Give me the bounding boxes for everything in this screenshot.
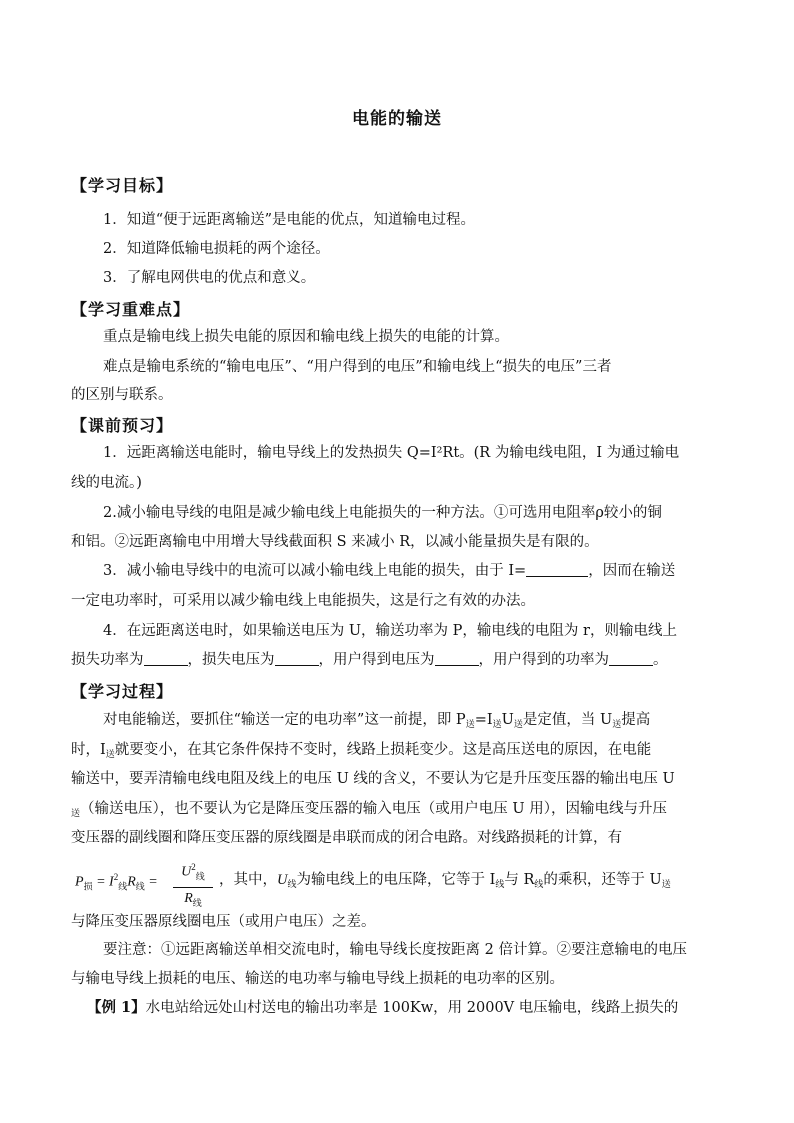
text-segment: 就要变小，在其它条件保持不变时，线路上损耗变少。这是高压送电的原因，在电能 <box>114 742 652 758</box>
subscript: 送 <box>465 720 475 730</box>
preview-item3-line1 <box>103 561 675 581</box>
preview-item4-text-a: 损失功率为 <box>71 652 144 668</box>
formula-superscript: 2 <box>113 872 119 882</box>
formula-symbol: P <box>75 874 84 890</box>
process-para1-line4 <box>71 799 667 824</box>
key-point-difficulty-line2: 的区别与联系。 <box>71 387 173 403</box>
fill-blank-voltage-loss[interactable] <box>275 652 319 666</box>
heading-key-points: 【学习重难点】 <box>71 300 191 319</box>
formula-symbol: = <box>96 874 106 890</box>
preview-item4-text-b: ，损失电压为 <box>187 652 275 668</box>
formula-symbol: U <box>277 872 288 888</box>
fill-blank-user-voltage[interactable] <box>435 652 479 666</box>
line-loss-formula <box>75 856 215 909</box>
text-segment: 是定值，当 U <box>522 712 613 728</box>
formula-symbol: = <box>148 874 158 890</box>
formula-subscript: 线 <box>118 881 128 892</box>
page-title: 电能的输送 <box>352 109 442 129</box>
subscript: 线 <box>495 880 505 890</box>
formula-symbol: I <box>109 874 114 890</box>
preview-item4-line1: 4．在远距离送电时，如果输送电压为 U，输送功率为 P，输电线的电阻为 r，则输电线上 <box>103 623 677 639</box>
text-segment: 时，I <box>71 742 106 758</box>
formula-lhs <box>75 872 158 892</box>
key-point-focus: 重点是输电线上损失电能的原因和输电线上损失的电能的计算。 <box>103 329 509 345</box>
goal-item-3: 3．了解电网供电的优点和意义。 <box>103 270 316 286</box>
text-segment: U <box>501 712 514 728</box>
heading-preview: 【课前预习】 <box>71 416 174 435</box>
subscript: 送 <box>513 720 523 730</box>
subscript: 送 <box>492 720 502 730</box>
goal-item-1: 1．知道“便于远距离输送”是电能的优点，知道输电过程。 <box>103 212 476 228</box>
text-segment: 为输电线上的电压降，它等于 I <box>296 872 496 888</box>
preview-item2-line1: 2.减小输电导线的电阻是减少输电线上电能损失的一种方法。①可选用电阻率ρ较小的铜 <box>103 505 662 521</box>
subscript: 送 <box>661 880 671 890</box>
preview-item4-line2 <box>71 650 668 670</box>
heading-learning-goals: 【学习目标】 <box>71 176 174 195</box>
preview-item3-text-a: 3．减小输电导线中的电流可以减小输电线上电能的损失，由于 I= <box>103 563 527 579</box>
preview-item4-text-d: ，用户得到的功率为 <box>478 652 609 668</box>
process-para2-line1 <box>219 870 671 895</box>
formula-subscript: 线 <box>195 871 205 882</box>
preview-item4-text-e: 。 <box>653 652 668 668</box>
text-segment: 与 R <box>504 872 535 888</box>
text-segment: 对电能输送，要抓住“输送一定的电功率”这一前提，即 P <box>103 712 466 728</box>
subscript: 送 <box>71 809 81 819</box>
fraction-bar <box>173 887 213 888</box>
formula-fraction <box>173 858 213 912</box>
formula-superscript: 2 <box>191 862 196 872</box>
example-label: 【例 1】 <box>87 999 146 1016</box>
subscript: 线 <box>287 880 297 890</box>
process-para1-line2 <box>71 740 651 765</box>
formula-symbol: R <box>184 891 193 907</box>
text-segment: =I <box>474 712 493 728</box>
process-para1-line3: 输送中，要弄清输电线电阻及线上的电压 U 线的含义，不要认为它是升压变压器的输出电压 U <box>71 771 675 787</box>
process-note-line1: 要注意：①远距离输送单相交流电时，输电导线长度按距离 2 倍计算。②要注意输电的电压 <box>103 942 687 958</box>
fill-blank-user-power[interactable] <box>609 652 653 666</box>
heading-process: 【学习过程】 <box>71 682 174 701</box>
example-1 <box>87 998 678 1018</box>
formula-subscript: 线 <box>192 898 202 909</box>
process-note-line2: 与输电导线上损耗的电压、输送的电功率与输电导线上损耗的电功率的区别。 <box>71 971 564 987</box>
subscript: 送 <box>105 750 115 760</box>
formula-symbol: R <box>127 874 136 890</box>
preview-item1-line1: 1．远距离输送电能时，输电导线上的发热损失 Q=I²Rt。(R 为输电线电阻，I 为通过输电 <box>103 445 680 461</box>
formula-symbol: U <box>181 864 192 880</box>
key-point-difficulty-line1: 难点是输电系统的“输电电压”、“用户得到的电压”和输电线上“损失的电压”三者 <box>103 359 612 375</box>
formula-denominator <box>173 890 213 912</box>
process-para1-line1 <box>103 710 650 735</box>
preview-item3-text-b: ，因而在输送 <box>588 563 676 579</box>
example-text: 水电站给远处山村送电的输出功率是 100Kw，用 2000V 电压输电，线路上损失的 <box>145 1000 679 1016</box>
fill-blank-current[interactable] <box>526 563 588 577</box>
preview-item4-text-c: ，用户得到电压为 <box>318 652 435 668</box>
process-para1-line5: 变压器的副线圈和降压变压器的原线圈是串联而成的闭合电路。对线路损耗的计算，有 <box>71 830 622 846</box>
text-segment: （输送电压），也不要认为它是降压变压器的输入电压（或用户电压 U 用），因输电线与升压 <box>80 801 667 817</box>
preview-item1-line2: 线的电流。) <box>71 475 142 491</box>
formula-numerator <box>173 858 213 885</box>
subscript: 线 <box>534 880 544 890</box>
text-segment: 提高 <box>621 712 651 728</box>
preview-item3-line2: 一定电功率时，可采用以减少输电线上电能损失，这是行之有效的办法。 <box>71 593 535 609</box>
formula-subscript: 损 <box>83 881 93 892</box>
goal-item-2: 2．知道降低输电损耗的两个途径。 <box>103 241 330 257</box>
fill-blank-power-loss[interactable] <box>144 652 188 666</box>
text-segment: ，其中， <box>219 872 277 888</box>
subscript: 送 <box>612 720 622 730</box>
process-para2-line2: 与降压变压器原线圈电压（或用户电压）之差。 <box>71 914 376 930</box>
formula-subscript: 线 <box>135 881 145 892</box>
text-segment: 的乘积，还等于 U <box>543 872 662 888</box>
preview-item2-line2: 和铝。②远距离输电中用增大导线截面积 S 来减小 R，以减小能量损失是有限的。 <box>71 534 599 550</box>
